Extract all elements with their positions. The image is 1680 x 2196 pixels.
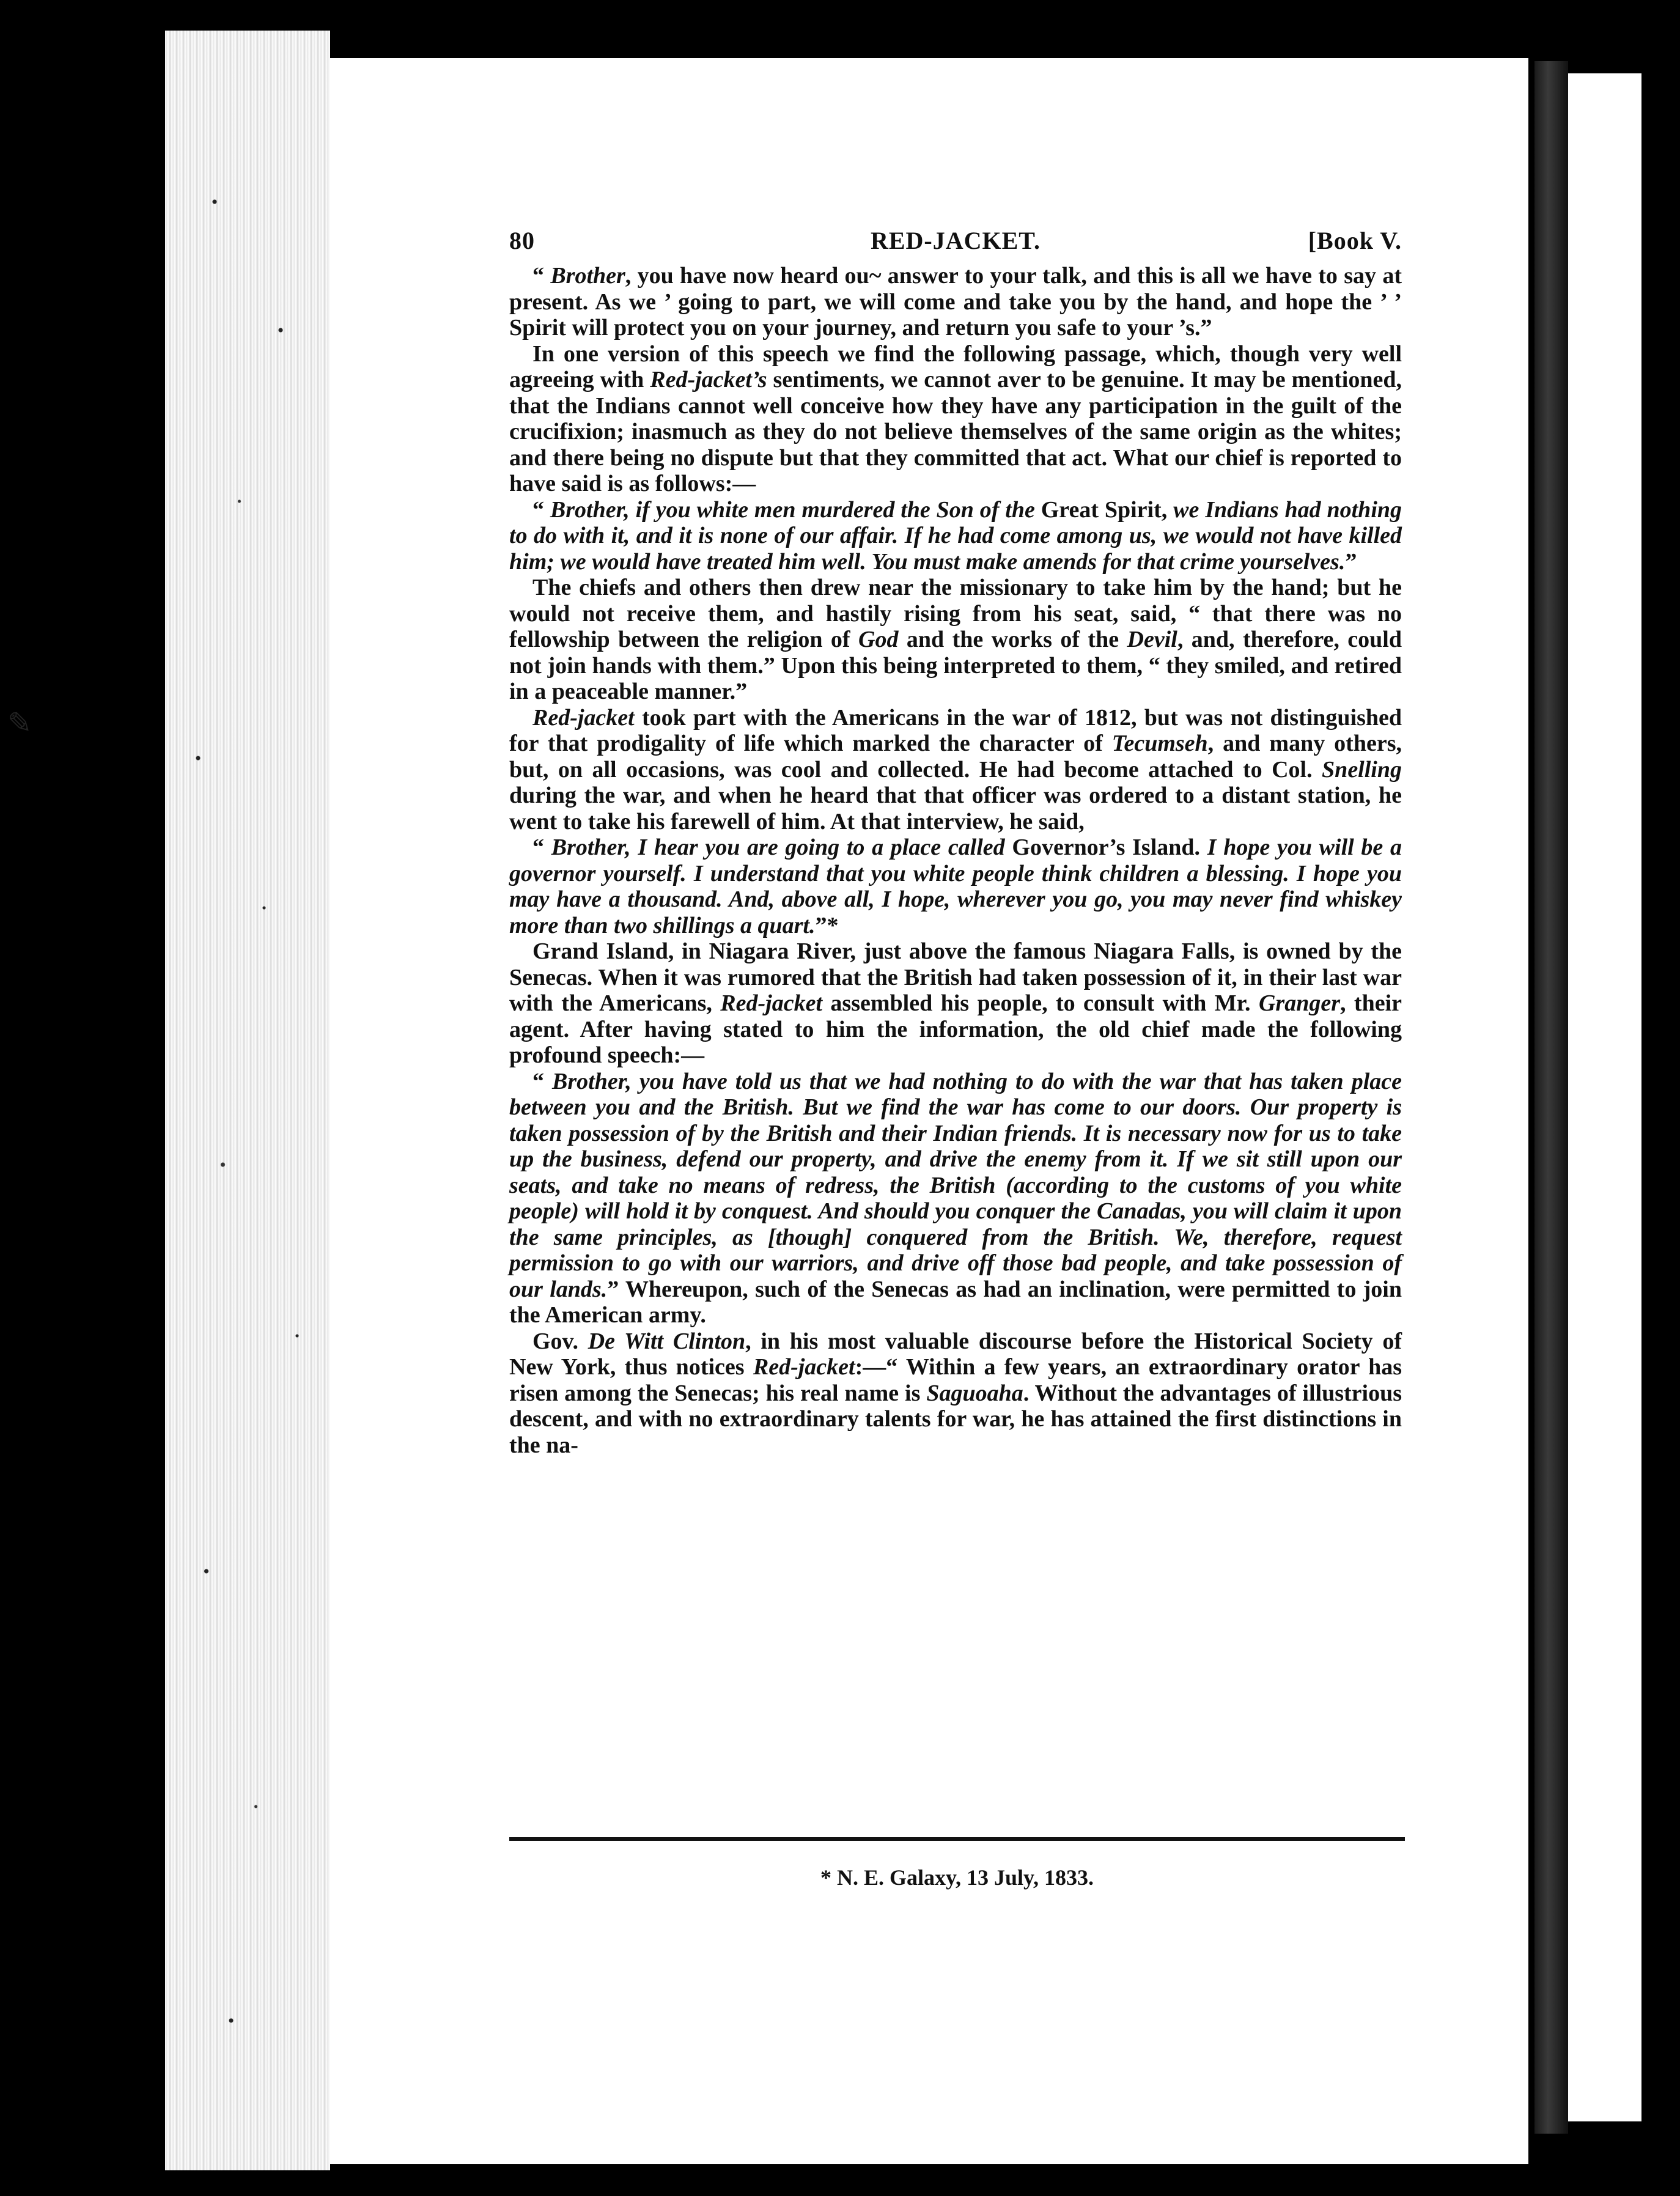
text-run: Gov. xyxy=(532,1328,588,1354)
footnote-rule xyxy=(509,1837,1405,1841)
text-run: ” xyxy=(1345,548,1357,575)
text-run: took part with the Americans in the war of 1812, but was not distinguished for that prodigality of life which marked the character of xyxy=(509,704,1402,756)
page-number: 80 xyxy=(509,227,535,254)
paragraph xyxy=(509,938,1402,1069)
next-page-edge xyxy=(1534,61,1568,2134)
paragraph xyxy=(509,835,1402,938)
italic-run: Red-jacket xyxy=(532,704,635,731)
text-run: ” Whereupon, such of the Senecas as had an inclination, were permitted to join the American army. xyxy=(509,1276,1402,1328)
scan-speck: ✎ xyxy=(7,707,32,740)
italic-run: Brother, if you white men murdered the Son of the xyxy=(550,496,1035,523)
text-run: , and many others, but, on all occasions, was cool and collected. He had become attached to Col. xyxy=(509,731,1402,783)
text-run: “ xyxy=(532,263,551,289)
margin-strip xyxy=(1568,73,1641,2121)
italic-run: Saguoaha xyxy=(926,1380,1023,1406)
italic-run: Tecumseh xyxy=(1111,731,1208,756)
italic-run: we Indians had nothing to do with it, and it is none of our affair. If he had come among us, we would not have killed him; we would have treated him well. You must make amends for that crime yourselves. xyxy=(509,496,1402,575)
text-run: . Without the advantages of illustrious descent, and with no extraordinary talents for war, he has attained the first distinctions in the na- xyxy=(509,1380,1402,1458)
paragraph xyxy=(509,1069,1402,1328)
text-run: during the war, and when he heard that that officer was ordered to a distant station, he went to take his farewell of him. At that interview, he said, xyxy=(509,783,1402,835)
italic-run: Brother, you have told us that we had nothing to do with the war that has taken place between you and the British. But we find the war has come to our doors. Our property is taken possession of by the British and their Indian friends. It is necessary now for us to take up the business, defend our property, and drive the enemy from it. If we sit still upon our seats, and take no means of redress, the British (according to the customs of you white people) will hold it by conquest. And should you conquer the Canadas, you will claim it upon the same principles, as [though] conquered from the British. We, therefore, request permission to go with our warriors, and drive off those bad people, and take possession of our lands. xyxy=(509,1068,1402,1302)
italic-run: Red-jacket xyxy=(753,1354,855,1380)
body-text xyxy=(509,263,1402,1458)
paragraph xyxy=(509,341,1402,497)
paragraph xyxy=(509,1328,1402,1459)
paragraph xyxy=(509,263,1402,341)
italic-run: Granger xyxy=(1258,990,1340,1016)
italic-run: Brother xyxy=(550,263,625,289)
italic-run: De Witt Clinton xyxy=(588,1328,746,1354)
text-run: , you have now heard ou~ answer to your talk, and this is all we have to say at present. As we ’ going to part, we will come and take you by the hand, and hope the ’ ’ Spirit will protect you on your journey, and return you safe to your ’s.” xyxy=(509,263,1402,341)
italic-run: God xyxy=(858,627,899,652)
italic-run: Red-jacket’s xyxy=(650,367,767,392)
text-run: In one version of this speech we find the following passage, which, though very well agreeing with xyxy=(509,341,1402,392)
text-run: “ xyxy=(532,496,550,523)
text-run: ”* xyxy=(815,912,839,938)
text-run: , and, therefore, could not join hands with them.” Upon this being interpreted to them, “ they smiled, and retired in a peaceable manner.” xyxy=(509,627,1402,704)
text-run: Great Spirit, xyxy=(1034,496,1174,523)
paragraph xyxy=(509,705,1402,835)
text-run: sentiments, we cannot aver to be genuine. It may be mentioned, that the Indians cannot well conceive how they have any participation in the guilt of the crucifixion; inasmuch as they do not believe themselves of the same origin as the whites; and there being no dispute but that they committed that act. What our chief is reported to have said is as follows:— xyxy=(509,367,1402,496)
text-run: , in his most valuable discourse before the Historical Society of New York, thus notices xyxy=(509,1328,1402,1380)
italic-run: Brother, I hear you are going to a place called xyxy=(551,835,1005,860)
italic-run: Snelling xyxy=(1322,756,1402,783)
book-label: [Book V. xyxy=(1308,227,1402,254)
text-run: The chiefs and others then drew near the missionary to take him by the hand; but he would not receive them, and hastily rising from his seat, said, “ that there was no fellowship between the religion of xyxy=(509,575,1402,652)
italic-run: Red-jacket xyxy=(720,990,822,1016)
running-head xyxy=(509,226,1402,263)
italic-run: Devil xyxy=(1127,627,1177,652)
text-run: :—“ Within a few years, an extraordinary orator has risen among the Senecas; his real name is xyxy=(509,1354,1402,1406)
text-run: “ xyxy=(532,835,551,860)
italic-run: I hope you will be a governor yourself. I understand that you white people think children a blessing. I hope you may have a thousand. And, above all, I hope, wherever you go, you may never find whiskey more than two shillings a quart. xyxy=(509,835,1402,938)
text-run: assembled his people, to consult with Mr. xyxy=(822,990,1259,1016)
running-title: RED-JACKET. xyxy=(870,227,1041,254)
text-block xyxy=(509,226,1402,1458)
page-edges xyxy=(165,31,330,2170)
text-run: “ xyxy=(532,1068,553,1094)
text-run: and the works of the xyxy=(898,627,1127,652)
paragraph xyxy=(509,575,1402,705)
text-run: , their agent. After having stated to him the information, the old chief made the following profound speech:— xyxy=(509,990,1402,1068)
paragraph xyxy=(509,497,1402,575)
footnote: * N. E. Galaxy, 13 July, 1833. xyxy=(820,1865,1094,1890)
text-run: Governor’s Island. xyxy=(1004,835,1207,860)
text-run: Grand Island, in Niagara River, just above the famous Niagara Falls, is owned by the Senecas. When it was rumored that the British had taken possession of it, in their last war with the Americans, xyxy=(509,938,1402,1016)
